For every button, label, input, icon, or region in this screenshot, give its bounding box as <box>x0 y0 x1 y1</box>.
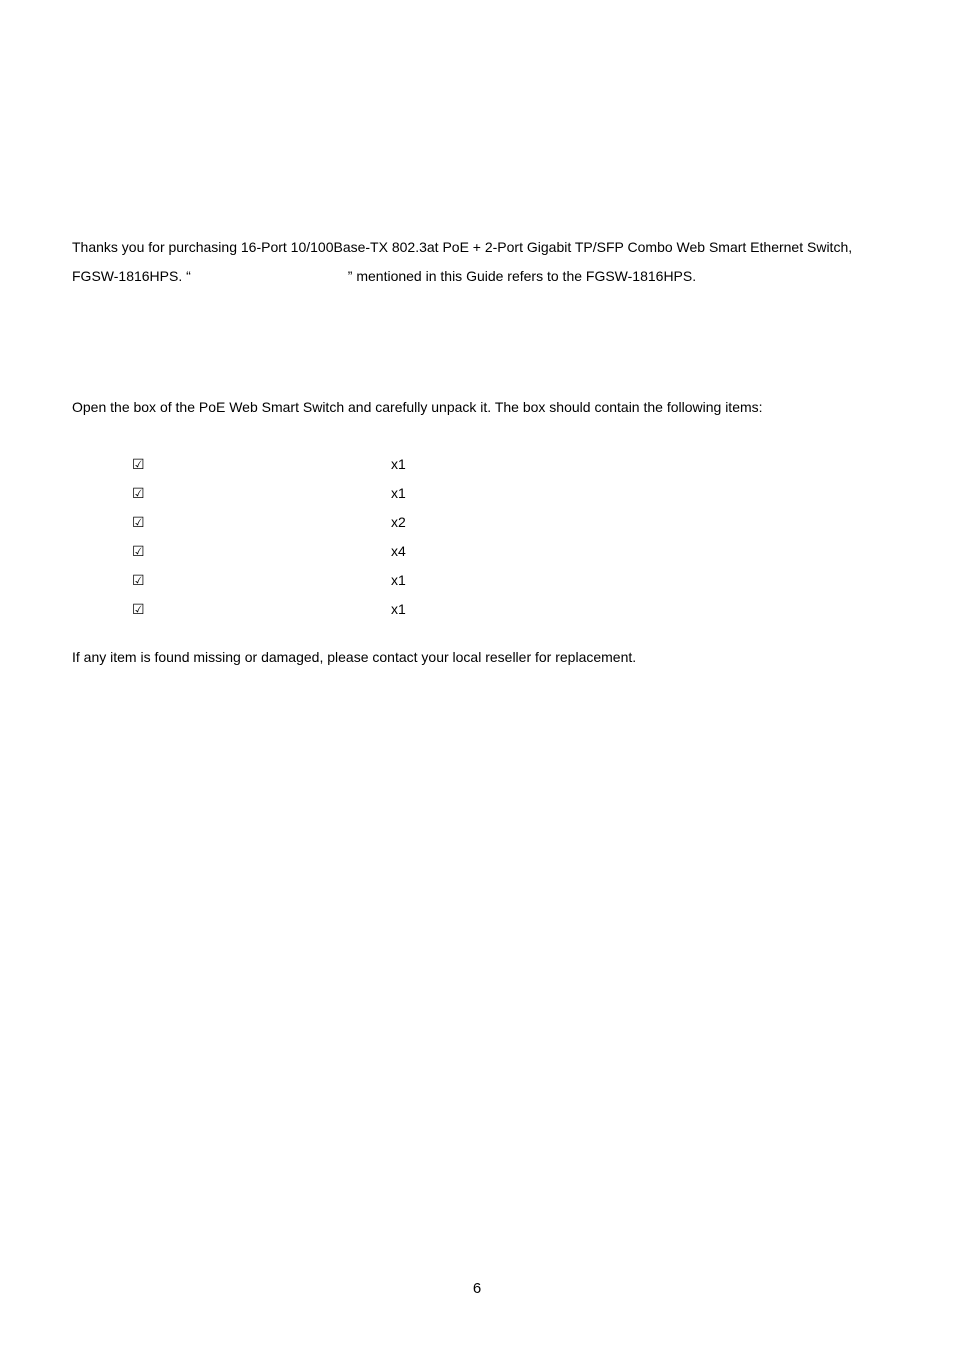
missing-items-note: If any item is found missing or damaged, please contact your local reseller for replacement. <box>72 649 637 665</box>
item-quantity: x1 <box>391 601 406 617</box>
intro-paragraph <box>72 233 892 291</box>
page-number: 6 <box>472 1280 482 1297</box>
item-quantity: x4 <box>391 543 406 559</box>
item-quantity: x1 <box>391 485 406 501</box>
item-quantity: x1 <box>391 456 406 472</box>
checkbox-checked-icon: ☑ <box>132 485 145 501</box>
intro-line-2-start: FGSW-1816HPS. “ <box>72 268 191 284</box>
unpack-paragraph: Open the box of the PoE Web Smart Switch and carefully unpack it. The box should contain the following items: <box>72 399 763 415</box>
list-item <box>132 595 532 624</box>
intro-line-2-end: ” mentioned in this Guide refers to the FGSW-1816HPS. <box>347 268 697 284</box>
list-item <box>132 508 532 537</box>
checkbox-checked-icon: ☑ <box>132 572 145 588</box>
list-item <box>132 537 532 566</box>
intro-line-1: Thanks you for purchasing 16-Port 10/100Base-TX 802.3at PoE + 2-Port Gigabit TP/SFP Combo Web Smart Ethernet Switch, <box>72 239 853 255</box>
package-contents-list <box>132 450 532 624</box>
checkbox-checked-icon: ☑ <box>132 514 145 530</box>
list-item <box>132 450 532 479</box>
checkbox-checked-icon: ☑ <box>132 601 145 617</box>
checkbox-checked-icon: ☑ <box>132 543 145 559</box>
item-quantity: x2 <box>391 514 406 530</box>
checkbox-checked-icon: ☑ <box>132 456 145 472</box>
intro-line-2 <box>72 262 892 291</box>
list-item <box>132 479 532 508</box>
list-item <box>132 566 532 595</box>
item-quantity: x1 <box>391 572 406 588</box>
